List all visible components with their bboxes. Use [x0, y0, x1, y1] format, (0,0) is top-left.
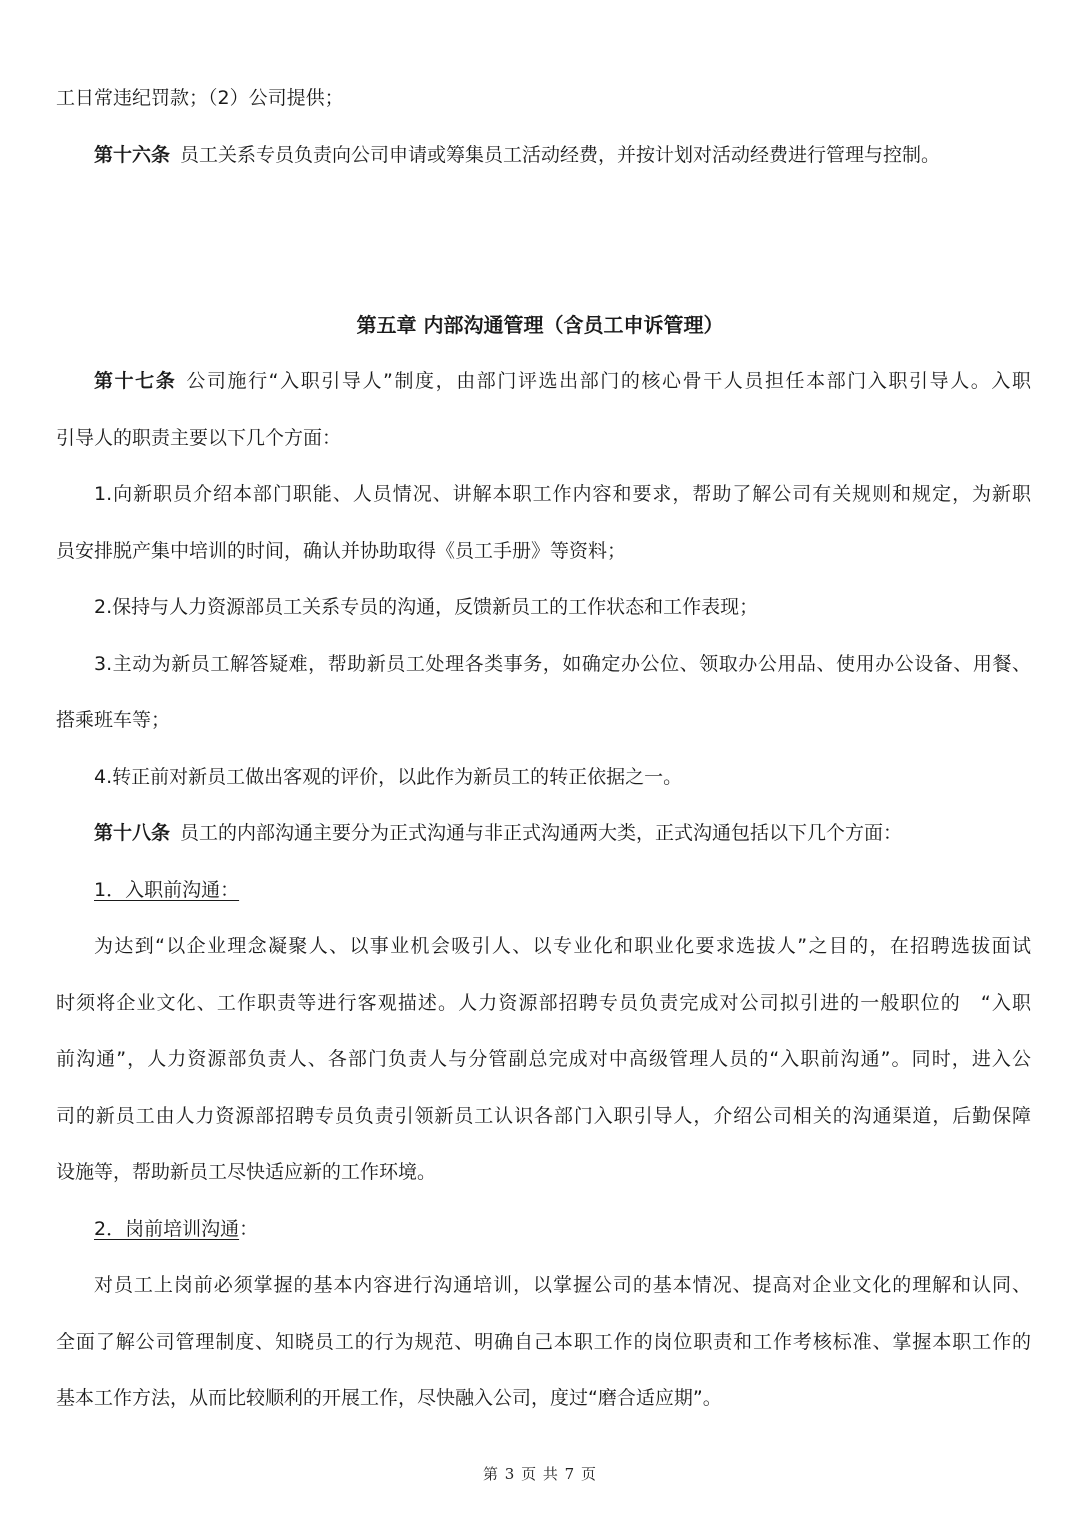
article-17	[94, 369, 1031, 393]
article-18-text: 员工的内部沟通主要分为正式沟通与非正式沟通两大类，正式沟通包括以下几个方面：	[180, 822, 903, 844]
article-17-item-2: 2.保持与人力资源部员工关系专员的沟通，反馈新员工的工作状态和工作表现；	[94, 596, 759, 618]
subsection-1-paragraph-line-3: 前沟通”，人力资源部负责人、各部门负责人与分管副总完成对中高级管理人员的“入职前沟通”。同时，进入公	[56, 1048, 1031, 1070]
subsection-2-paragraph-line-2: 全面了解公司管理制度、知晓员工的行为规范、明确自己本职工作的岗位职责和工作考核标准、掌握本职工作的	[56, 1331, 1031, 1353]
subsection-2-title-text: 2．岗前培训沟通	[94, 1218, 240, 1240]
article-17-text-line-1: 公司施行“入职引导人”制度，由部门评选出部门的核心骨干人员担任本部门入职引导人。入职	[186, 370, 1031, 392]
article-18-subsection-2-title	[94, 1217, 1031, 1241]
subsection-2-paragraph-line-1: 对员工上岗前必须掌握的基本内容进行沟通培训，以掌握公司的基本情况、提高对企业文化的理解和认同、	[94, 1274, 1031, 1296]
subsection-2-paragraph-line-3: 基本工作方法，从而比较顺利的开展工作，尽快融入公司，度过“磨合适应期”。	[56, 1387, 722, 1409]
subsection-1-paragraph-line-5: 设施等，帮助新员工尽快适应新的工作环境。	[56, 1161, 437, 1183]
article-17-item-3-line-1: 3.主动为新员工解答疑难，帮助新员工处理各类事务，如确定办公位、领取办公用品、使用办公设备、用餐、	[94, 653, 1031, 675]
chapter-title: 第五章 内部沟通管理（含员工申诉管理）	[356, 313, 724, 337]
page-footer: 第 3 页 共 7 页	[483, 1465, 597, 1483]
article-17-text-line-2: 引导人的职责主要以下几个方面：	[56, 427, 342, 449]
article-17-item-1-line-1: 1.向新职员介绍本部门职能、人员情况、讲解本职工作内容和要求，帮助了解公司有关规则和规定，为新职	[94, 483, 1031, 505]
subsection-1-paragraph-line-1: 为达到“以企业理念凝聚人、以事业机会吸引人、以专业化和职业化要求选拔人”之目的，在招聘选拔面试	[94, 935, 1031, 957]
article-16-text: 员工关系专员负责向公司申请或筹集员工活动经费，并按计划对活动经费进行管理与控制。	[180, 144, 941, 166]
article-17-item-1-line-2: 员安排脱产集中培训的时间，确认并协助取得《员工手册》等资料；	[56, 540, 627, 562]
article-18-subsection-1-title	[94, 878, 1031, 902]
article-17-item-4: 4.转正前对新员工做出客观的评价，以此作为新员工的转正依据之一。	[94, 766, 683, 788]
article-16	[94, 143, 1031, 167]
subsection-2-title-colon: ：	[239, 1218, 259, 1240]
article-16-label: 第十六条	[94, 144, 171, 166]
subsection-1-title-text: 1．入职前沟通：	[94, 879, 240, 901]
article-17-label: 第十七条	[94, 370, 177, 392]
article-17-item-3-line-2: 搭乘班车等；	[56, 709, 171, 731]
paragraph-line: 工日常违纪罚款；（2）公司提供；	[56, 87, 344, 109]
article-18-label: 第十八条	[94, 822, 171, 844]
subsection-1-paragraph-line-2: 时须将企业文化、工作职责等进行客观描述。人力资源部招聘专员负责完成对公司拟引进的一般职位的 “入职	[56, 992, 1031, 1014]
article-18	[94, 821, 1031, 845]
subsection-1-paragraph-line-4: 司的新员工由人力资源部招聘专员负责引领新员工认识各部门入职引导人，介绍公司相关的沟通渠道，后勤保障	[56, 1105, 1031, 1127]
